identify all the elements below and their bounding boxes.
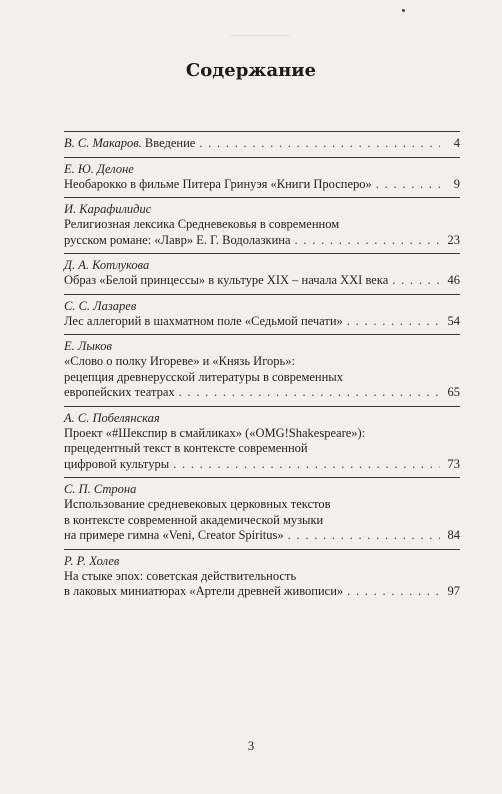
toc-page-number: 9 xyxy=(453,176,460,191)
toc-line-final xyxy=(64,457,460,473)
toc-entry xyxy=(64,294,460,335)
toc-title-line: в лаковых миниатюрах «Артели древней живописи» xyxy=(64,584,344,598)
toc-line-final xyxy=(64,528,460,544)
print-speck xyxy=(402,9,405,12)
toc-line-final xyxy=(64,177,460,193)
toc-page-number: 4 xyxy=(453,136,460,150)
toc-entry xyxy=(64,549,460,605)
toc-line-final xyxy=(64,273,460,289)
toc-title-line: на примере гимна «Veni, Creator Spiritus» xyxy=(64,528,284,542)
toc-page-number: 23 xyxy=(447,232,460,247)
leader-dots xyxy=(347,584,440,600)
page-number: 3 xyxy=(247,738,255,753)
toc-entry xyxy=(64,253,460,294)
toc-title-line: Лес аллегорий в шахматном поле «Седьмой печати» xyxy=(64,313,343,328)
toc-line-final xyxy=(64,584,460,600)
toc-title-line: Образ «Белой принцессы» в культуре XIX – начала XXI века xyxy=(64,273,389,287)
leader-dots xyxy=(288,528,440,544)
toc-title-line: Проект «#Шекспир в смайликах» («OMG!Shakespeare»): xyxy=(64,425,366,440)
toc-entry xyxy=(64,131,460,157)
toc-entry xyxy=(64,197,460,253)
toc-title-line: Необарокко в фильме Питера Гринуэя «Книги Просперо» xyxy=(64,176,372,191)
toc-title-line: европейских театрах xyxy=(64,385,175,399)
toc-title-line: Использование средневековых церковных текстов xyxy=(64,497,331,511)
toc-author: С. С. Лазарев xyxy=(64,298,137,313)
toc-title-line: цифровой культуры xyxy=(64,456,170,471)
toc-page-number: 54 xyxy=(447,313,460,328)
toc-author: Е. Ю. Делоне xyxy=(64,161,134,176)
toc-page-number: 73 xyxy=(447,456,460,471)
toc-line-final xyxy=(64,233,460,249)
page-title: Содержание xyxy=(185,60,317,81)
toc-title-line: в контексте современной академической музыки xyxy=(64,512,324,527)
toc-author: С. П. Строна xyxy=(64,482,137,496)
toc-title-line: Введение xyxy=(144,136,196,150)
toc-entry xyxy=(64,477,460,549)
toc-title-line: рецепция древнерусской литературы в современных xyxy=(64,369,343,384)
leader-dots xyxy=(295,233,440,249)
leader-dots xyxy=(179,385,440,401)
toc-entry xyxy=(64,406,460,478)
bleed-through-mark xyxy=(230,35,290,36)
leader-dots xyxy=(347,314,440,330)
toc-entry xyxy=(64,334,460,406)
leader-dots xyxy=(199,136,440,152)
toc-author: Р. Р. Холев xyxy=(64,553,120,568)
toc-line-final xyxy=(64,385,460,401)
toc-line-final xyxy=(64,136,460,152)
toc-author: И. Карафилидис xyxy=(64,202,152,216)
toc-title-line: «Слово о полку Игореве» и «Князь Игорь»: xyxy=(64,354,295,368)
toc-author: Е. Лыков xyxy=(64,339,112,353)
toc-author: Д. А. Котлукова xyxy=(64,258,150,272)
toc-page-number: 46 xyxy=(447,273,460,287)
toc-line-final xyxy=(64,314,460,330)
table-of-contents xyxy=(64,131,460,605)
toc-author: В. С. Макаров. xyxy=(64,136,142,150)
toc-page-number: 84 xyxy=(447,528,460,542)
toc-entry xyxy=(64,157,460,198)
leader-dots xyxy=(173,457,440,473)
toc-page-number: 97 xyxy=(447,584,460,598)
toc-title-line: русском романе: «Лавр» Е. Г. Водолазкина xyxy=(64,232,291,247)
toc-title-line: Религиозная лексика Средневековья в современном xyxy=(64,217,340,231)
toc-page-number: 65 xyxy=(447,385,460,399)
leader-dots xyxy=(392,273,440,289)
toc-title-line: прецедентный текст в контексте современной xyxy=(64,441,308,455)
toc-title-line: На стыке эпох: советская действительность xyxy=(64,568,297,583)
leader-dots xyxy=(376,177,440,193)
toc-author: А. С. Побелянская xyxy=(64,410,160,425)
